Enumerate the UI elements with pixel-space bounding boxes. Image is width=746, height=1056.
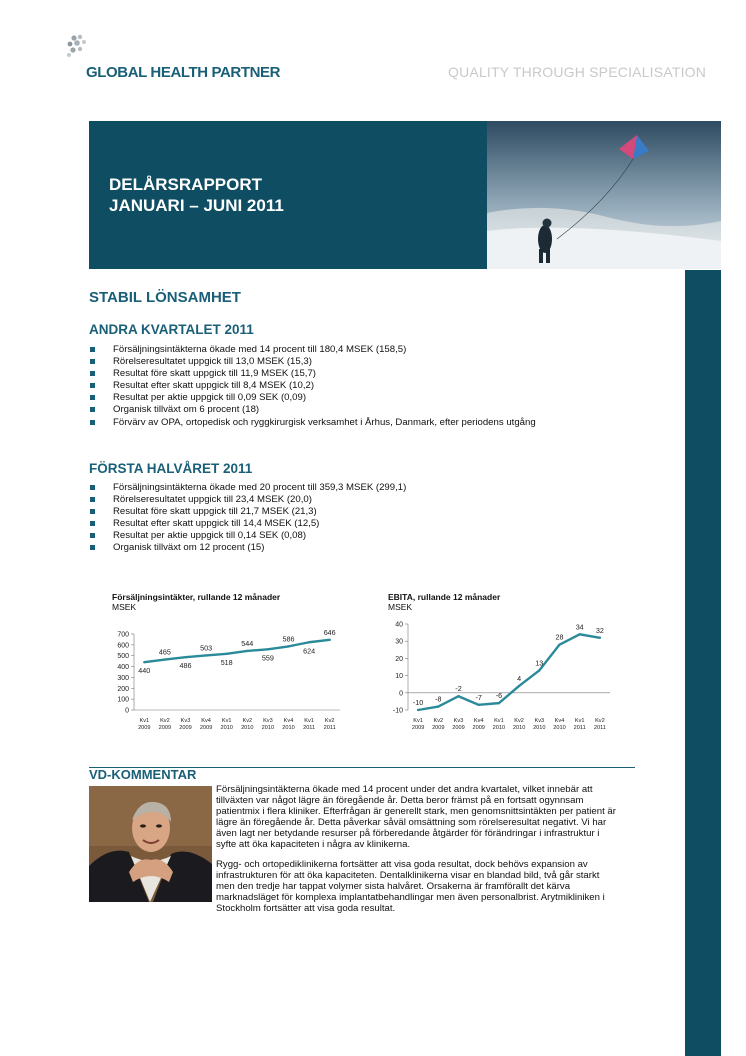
chart-unit: MSEK bbox=[112, 602, 137, 612]
q2-bullet-text: Rörelseresultatet uppgick till 13,0 MSEK (15,3) bbox=[113, 356, 312, 368]
x-tick-label: 2009 bbox=[199, 725, 213, 731]
main-heading: STABIL LÖNSAMHET bbox=[89, 289, 241, 306]
q2-bullet-text: Förvärv av OPA, ortopedisk och ryggkirurgisk verksamhet i Århus, Danmark, efter periodens utgång bbox=[113, 416, 536, 428]
h1-bullet bbox=[89, 518, 406, 530]
x-tick-label: Kv1 bbox=[494, 718, 504, 724]
q2-bullet bbox=[89, 380, 536, 392]
data-label: -10 bbox=[412, 698, 424, 707]
vd-comment-text bbox=[89, 785, 619, 925]
x-tick-label: 2010 bbox=[512, 725, 526, 731]
chart-title: EBITA, rullande 12 månader bbox=[388, 592, 501, 602]
bullet-square-icon bbox=[90, 420, 95, 425]
logo-dots-icon bbox=[66, 34, 90, 62]
y-tick-label: 700 bbox=[117, 631, 129, 639]
data-point bbox=[599, 637, 601, 639]
x-tick-label: 2011 bbox=[303, 725, 316, 731]
q2-bullet bbox=[89, 417, 536, 429]
h1-bullet-text: Resultat före skatt uppgick till 21,7 MSEK (21,3) bbox=[113, 506, 317, 518]
x-tick-label: Kv2 bbox=[595, 718, 605, 724]
data-point bbox=[226, 653, 228, 655]
tagline: QUALITY THROUGH SPECIALISATION bbox=[448, 64, 707, 80]
data-label: -8 bbox=[435, 694, 442, 704]
data-point bbox=[478, 704, 480, 706]
h1-bullet-text: Resultat efter skatt uppgick till 14,4 MSEK (12,5) bbox=[113, 518, 320, 530]
bullet-square-icon bbox=[90, 521, 95, 526]
y-tick-label: 400 bbox=[117, 664, 129, 672]
data-label: -7 bbox=[475, 692, 482, 702]
data-point bbox=[267, 648, 269, 650]
data-point bbox=[143, 661, 145, 663]
x-tick-label: 2009 bbox=[472, 725, 485, 731]
bullet-square-icon bbox=[90, 347, 95, 352]
data-point bbox=[308, 641, 310, 643]
bullet-square-icon bbox=[90, 371, 95, 376]
h1-bullet-list bbox=[89, 482, 406, 555]
x-tick-label: Kv3 bbox=[263, 718, 273, 724]
sales-chart-plot bbox=[112, 614, 352, 734]
q2-bullet bbox=[89, 404, 536, 416]
x-tick-label: 2009 bbox=[138, 725, 151, 731]
q2-bullet-text: Resultat per aktie uppgick till 0,09 SEK (0,09) bbox=[113, 392, 307, 404]
x-tick-label: 2010 bbox=[533, 725, 546, 731]
h1-bullet bbox=[89, 542, 406, 554]
q2-bullet-text: Försäljningsintäkterna ökade med 14 procent till 180,4 MSEK (158,5) bbox=[113, 344, 407, 355]
h1-bullet bbox=[89, 530, 406, 542]
data-label: 518 bbox=[220, 657, 233, 667]
q2-bullet-text: Organisk tillväxt om 6 procent (18) bbox=[113, 404, 260, 416]
bullet-square-icon bbox=[90, 509, 95, 514]
data-point bbox=[329, 639, 331, 641]
y-tick-label: 500 bbox=[117, 653, 129, 661]
data-point bbox=[498, 702, 500, 704]
data-point bbox=[246, 650, 248, 652]
x-tick-label: 2011 bbox=[323, 725, 336, 731]
data-point bbox=[518, 685, 520, 687]
x-tick-label: Kv1 bbox=[221, 718, 232, 724]
h1-bullet bbox=[89, 506, 406, 518]
chart-unit: MSEK bbox=[388, 602, 413, 612]
y-tick-label: 0 bbox=[399, 690, 403, 698]
x-tick-label: 2009 bbox=[432, 725, 445, 731]
x-tick-label: Kv2 bbox=[242, 718, 253, 724]
data-label: 4 bbox=[517, 673, 522, 683]
h1-bullet-text: Försäljningsintäkterna ökade med 20 procent till 359,3 MSEK (299,1) bbox=[113, 482, 407, 493]
report-title bbox=[109, 174, 284, 216]
h1-bullet bbox=[89, 494, 406, 506]
y-tick-label: 100 bbox=[117, 696, 129, 704]
data-point bbox=[437, 705, 439, 707]
data-label: -6 bbox=[495, 691, 503, 701]
y-tick-label: 20 bbox=[395, 655, 403, 663]
x-tick-label: Kv2 bbox=[324, 718, 335, 724]
logo-text: GLOBAL HEALTH PARTNER bbox=[86, 64, 281, 81]
data-point bbox=[558, 643, 560, 645]
data-label: 646 bbox=[323, 627, 336, 637]
x-tick-label: 2009 bbox=[179, 725, 192, 731]
x-tick-label: Kv2 bbox=[433, 718, 444, 724]
x-tick-label: 2011 bbox=[573, 725, 586, 731]
data-point bbox=[205, 654, 207, 656]
q2-bullet bbox=[89, 356, 536, 368]
vd-paragraph: Rygg- och ortopediklinikerna fortsätter att visa goda resultat, dock behövs expansion av infrastrukturen för att öka kapaciteten. Dentalklinikerna visar en blandad bild, två går starkt men den tredje har tappat volymer sista halvåret. Orsakerna är framförallt det kärva marknadsläget för komplexa implantatbehandlingar men även personalbrist. Arytmikliniken i Stockholm fortsätter att visa goda resultat. bbox=[216, 859, 605, 915]
vd-paragraph: Försäljningsintäkterna ökade med 14 procent under det andra kvartalet, vilket innebär att tillväxten var något lägre än föregående år. Detta beror främst på en fortsatt ogynnsam patientmix i flera kliniker. Efterfrågan är generellt stark, men genomsnittsintäkten per patient är lägre än föregående år. Detta påverkar såväl omsättning som rörelseresultat negativt. Vi har även lagt ner betydande resurser på förberedande åtgärder för förändringar i infrastruktur i syfte att öka kapaciteten i några av klinikerna. bbox=[216, 784, 616, 850]
x-tick-label: Kv1 bbox=[413, 718, 423, 724]
y-tick-label: 30 bbox=[395, 638, 403, 646]
q2-bullet-text: Resultat före skatt uppgick till 11,9 MSEK (15,7) bbox=[113, 368, 316, 380]
data-label: 32 bbox=[595, 625, 604, 635]
series-line bbox=[418, 634, 600, 710]
x-tick-label: Kv4 bbox=[473, 718, 484, 724]
q2-bullet bbox=[89, 368, 536, 380]
title-banner bbox=[89, 121, 487, 269]
x-tick-label: Kv3 bbox=[453, 718, 464, 724]
y-tick-label: 10 bbox=[395, 673, 403, 681]
data-label: -2 bbox=[455, 684, 462, 694]
bullet-square-icon bbox=[90, 545, 95, 550]
data-point bbox=[417, 709, 419, 711]
h1-bullet-text: Organisk tillväxt om 12 procent (15) bbox=[113, 542, 265, 554]
q2-bullet-text: Resultat efter skatt uppgick till 8,4 MSEK (10,2) bbox=[113, 380, 315, 392]
x-tick-label: 2010 bbox=[282, 725, 295, 731]
x-tick-label: 2009 bbox=[452, 725, 465, 731]
x-tick-label: Kv2 bbox=[514, 718, 524, 724]
ebita-chart-plot bbox=[388, 614, 628, 734]
report-title-line1: DELÅRSRAPPORT bbox=[109, 175, 263, 194]
bullet-square-icon bbox=[90, 533, 95, 538]
bullet-square-icon bbox=[90, 359, 95, 364]
data-label: 624 bbox=[303, 646, 316, 656]
y-tick-label: 300 bbox=[117, 674, 129, 682]
x-tick-label: Kv4 bbox=[201, 718, 211, 724]
data-point bbox=[164, 658, 166, 660]
ebita-chart bbox=[388, 592, 628, 742]
data-label: 586 bbox=[282, 634, 295, 644]
kite-photo-illustration bbox=[487, 121, 721, 269]
data-label: 34 bbox=[575, 622, 584, 632]
series-line bbox=[144, 640, 329, 662]
photo-spacer bbox=[89, 785, 216, 909]
data-point bbox=[184, 656, 186, 658]
y-tick-label: 0 bbox=[125, 707, 129, 715]
data-label: 559 bbox=[261, 653, 274, 663]
y-tick-label: 200 bbox=[117, 685, 129, 693]
y-tick-label: 40 bbox=[395, 621, 403, 629]
data-label: 13 bbox=[535, 658, 544, 668]
x-tick-label: 2009 bbox=[158, 725, 172, 731]
report-title-line2: JANUARI – JUNI 2011 bbox=[109, 196, 284, 215]
x-tick-label: 2010 bbox=[553, 725, 566, 731]
h1-bullet bbox=[89, 482, 406, 494]
bullet-square-icon bbox=[90, 407, 95, 412]
y-tick-label: -10 bbox=[392, 707, 403, 715]
data-label: 544 bbox=[241, 638, 254, 648]
bullet-square-icon bbox=[90, 497, 95, 502]
x-tick-label: Kv4 bbox=[283, 718, 294, 724]
data-point bbox=[457, 695, 459, 697]
x-tick-label: Kv1 bbox=[574, 718, 585, 724]
x-tick-label: Kv3 bbox=[180, 718, 191, 724]
data-label: 503 bbox=[200, 643, 213, 653]
chart-title: Försäljningsintäkter, rullande 12 månader bbox=[112, 592, 281, 602]
y-tick-label: 600 bbox=[117, 642, 129, 650]
x-tick-label: 2010 bbox=[241, 725, 254, 731]
x-tick-label: Kv1 bbox=[139, 718, 150, 724]
q2-bullet bbox=[89, 344, 536, 356]
x-tick-label: 2010 bbox=[492, 725, 506, 731]
data-label: 486 bbox=[179, 661, 192, 671]
x-tick-label: Kv2 bbox=[160, 718, 170, 724]
x-tick-label: Kv4 bbox=[554, 718, 565, 724]
bullet-square-icon bbox=[90, 395, 95, 400]
data-point bbox=[538, 669, 540, 671]
kite-photo bbox=[487, 121, 721, 269]
q2-bullet bbox=[89, 392, 536, 404]
data-label: 465 bbox=[158, 647, 171, 657]
h1-bullet-text: Resultat per aktie uppgick till 0,14 SEK (0,08) bbox=[113, 530, 307, 542]
sales-chart bbox=[112, 592, 352, 742]
x-tick-label: Kv3 bbox=[534, 718, 545, 724]
h1-bullet-text: Rörelseresultatet uppgick till 23,4 MSEK (20,0) bbox=[113, 494, 312, 506]
x-tick-label: 2010 bbox=[220, 725, 233, 731]
data-point bbox=[579, 633, 581, 635]
bullet-square-icon bbox=[90, 485, 95, 490]
x-tick-label: 2010 bbox=[261, 725, 275, 731]
q2-heading: ANDRA KVARTALET 2011 bbox=[89, 322, 254, 337]
x-tick-label: Kv1 bbox=[304, 718, 314, 724]
q2-bullet-list bbox=[89, 344, 536, 429]
bullet-square-icon bbox=[90, 383, 95, 388]
data-label: 28 bbox=[555, 632, 564, 642]
side-accent-bar bbox=[685, 270, 721, 1056]
x-tick-label: 2009 bbox=[411, 725, 425, 731]
x-tick-label: 2011 bbox=[593, 725, 606, 731]
data-label: 440 bbox=[138, 666, 151, 676]
data-point bbox=[287, 645, 289, 647]
vd-heading: VD-KOMMENTAR bbox=[89, 767, 197, 782]
h1-heading: FÖRSTA HALVÅRET 2011 bbox=[89, 461, 253, 476]
